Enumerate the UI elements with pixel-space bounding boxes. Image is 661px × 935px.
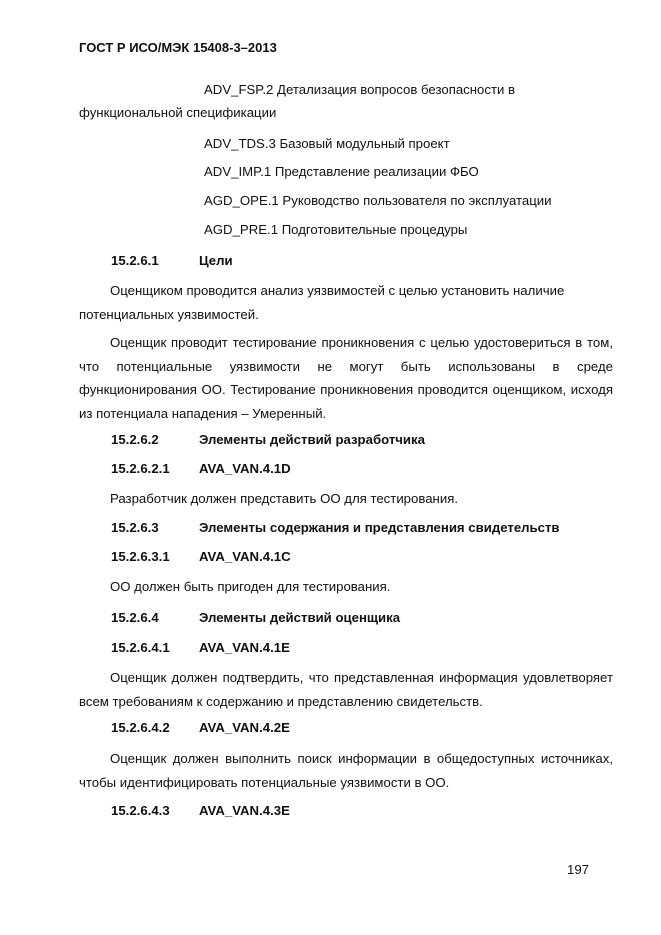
- section-15-2-6-3: [111, 520, 560, 535]
- section-15-2-6-2: [111, 432, 425, 447]
- ref-agd-pre: AGD_PRE.1 Подготовительные процедуры: [204, 222, 468, 237]
- section-number: 15.2.6.3.1: [111, 549, 170, 564]
- paragraph-confirm: [79, 666, 613, 713]
- ref-agd-ope: AGD_OPE.1 Руководство пользователя по эксплуатации: [204, 193, 552, 208]
- section-number: 15.2.6.4: [111, 610, 159, 625]
- section-title: AVA_VAN.4.3E: [199, 803, 290, 818]
- section-title: AVA_VAN.4.1E: [199, 640, 290, 655]
- paragraph-text: Оценщик должен подтвердить, что представленная информация удовлетворяет всем требованиям к содержанию и представлению свидетельств.: [79, 670, 613, 709]
- section-15-2-6-4-3: [111, 803, 290, 818]
- paragraph-search: [79, 747, 613, 794]
- section-title: Элементы содержания и представления свидетельств: [199, 520, 560, 535]
- ref-adv-fsp-line2: функциональной спецификации: [79, 105, 277, 120]
- section-15-2-6-4: [111, 610, 400, 625]
- section-number: 15.2.6.2.1: [111, 461, 170, 476]
- section-title: AVA_VAN.4.1D: [199, 461, 291, 476]
- paragraph-toe: [79, 575, 613, 599]
- section-15-2-6-2-1: [111, 461, 291, 476]
- section-title: AVA_VAN.4.2E: [199, 720, 290, 735]
- paragraph-developer: [79, 487, 613, 511]
- section-title: Элементы действий оценщика: [199, 610, 401, 625]
- paragraph-text: Разработчик должен представить ОО для тестирования.: [110, 491, 458, 506]
- section-number: 15.2.6.2: [111, 432, 159, 447]
- section-15-2-6-1: [111, 253, 233, 268]
- section-15-2-6-4-2: [111, 720, 290, 735]
- paragraph-text: ОО должен быть пригоден для тестирования.: [110, 579, 391, 594]
- section-number: 15.2.6.3: [111, 520, 159, 535]
- paragraph-text: Оценщиком проводится анализ уязвимостей с целью установить наличие потенциальных уязвимостей.: [79, 283, 565, 322]
- section-15-2-6-3-1: [111, 549, 291, 564]
- paragraph-text: Оценщик должен выполнить поиск информации в общедоступных источниках, чтобы идентифицировать потенциальные уязвимости в ОО.: [79, 751, 613, 790]
- section-title: AVA_VAN.4.1C: [199, 549, 291, 564]
- ref-adv-fsp-line1: ADV_FSP.2 Детализация вопросов безопасности в: [204, 82, 516, 97]
- section-number: 15.2.6.4.2: [111, 720, 170, 735]
- paragraph-goal-2: [79, 331, 613, 425]
- section-title: Цели: [199, 253, 233, 268]
- section-15-2-6-4-1: [111, 640, 290, 655]
- section-number: 15.2.6.4.1: [111, 640, 170, 655]
- section-number: 15.2.6.4.3: [111, 803, 170, 818]
- section-title: Элементы действий разработчика: [199, 432, 425, 447]
- paragraph-text: Оценщик проводит тестирование проникновения с целью удостовериться в том, что потенциальные уязвимости не могут быть использованы в среде функционирования ОО. Тестирование проникновения проводится оценщиком, исходя из потенциала нападения – Умеренный.: [79, 335, 613, 421]
- document-header: ГОСТ Р ИСО/МЭК 15408-3–2013: [79, 40, 277, 55]
- paragraph-goal-1: [79, 279, 613, 326]
- ref-adv-imp: ADV_IMP.1 Представление реализации ФБО: [204, 164, 479, 179]
- section-number: 15.2.6.1: [111, 253, 159, 268]
- ref-adv-tds: ADV_TDS.3 Базовый модульный проект: [204, 136, 450, 151]
- page-number: 197: [567, 862, 590, 877]
